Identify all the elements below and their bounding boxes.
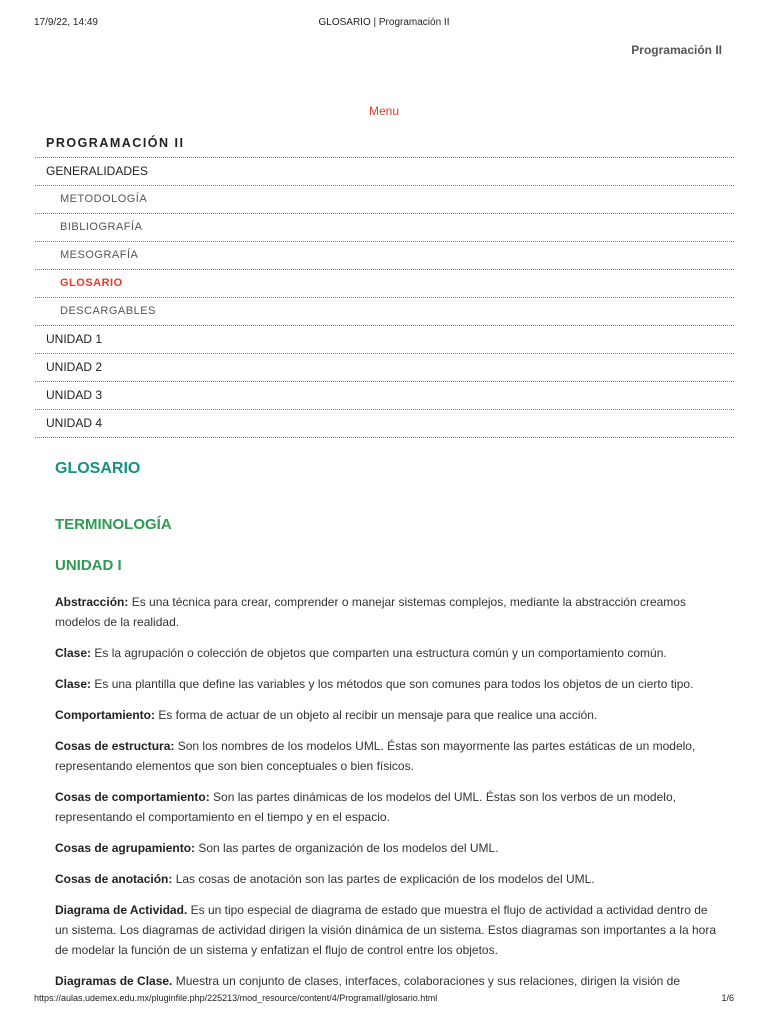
nav-item-unidad-4[interactable]: UNIDAD 4 — [35, 410, 734, 438]
site-title[interactable]: Programación II — [631, 43, 722, 57]
section-heading-unidad: UNIDAD I — [55, 557, 122, 574]
glossary-entry — [55, 838, 720, 858]
nav-item-unidad-3[interactable]: UNIDAD 3 — [35, 382, 734, 410]
nav-brand[interactable]: PROGRAMACIÓN II — [35, 130, 734, 158]
glossary-term: Diagrama de Actividad. — [55, 903, 188, 917]
print-url: https://aulas.udemex.edu.mx/pluginfile.php/225213/mod_resource/content/4/ProgramaII/glosario.html — [34, 993, 438, 1003]
glossary-term: Diagramas de Clase. — [55, 974, 173, 988]
glossary-definition: Son las partes de organización de los modelos del UML. — [198, 841, 499, 855]
glossary-definition: Es un tipo especial de diagrama de estado que muestra el flujo de actividad a actividad dentro de un sistema. Los diagramas de actividad dirigen la visión dinámica de un sistema. Estos diagramas son importantes a la hora de modelar la función de un sistema y enfatizan el flujo de control entre los objetos. — [55, 903, 717, 957]
glossary-entry — [55, 674, 720, 694]
glossary-entry — [55, 900, 720, 960]
nav-subitem-mesografia[interactable]: MESOGRAFÍA — [35, 242, 734, 270]
glossary-entry — [55, 869, 720, 889]
glossary-term: Cosas de agrupamiento: — [55, 841, 196, 855]
glossary-entry — [55, 787, 720, 827]
glossary-definition: Es una plantilla que define las variables y los métodos que son comunes para todos los objetos de un cierto tipo. — [94, 677, 694, 691]
print-page-number: 1/6 — [721, 993, 734, 1003]
glossary-term: Comportamiento: — [55, 708, 155, 722]
print-date: 17/9/22, 14:49 — [34, 17, 98, 28]
glossary-term: Clase: — [55, 646, 92, 660]
glossary-entry — [55, 592, 720, 632]
nav-item-unidad-2[interactable]: UNIDAD 2 — [35, 354, 734, 382]
nav-subitem-glosario[interactable]: GLOSARIO — [35, 270, 734, 298]
nav-subitem-descargables[interactable]: DESCARGABLES — [35, 298, 734, 326]
glossary-term: Abstracción: — [55, 595, 129, 609]
nav-item-generalidades[interactable]: GENERALIDADES — [35, 158, 734, 186]
glossary-term: Cosas de comportamiento: — [55, 790, 210, 804]
nav-subitem-bibliografia[interactable]: BIBLIOGRAFÍA — [35, 214, 734, 242]
glossary-definition: Es la agrupación o colección de objetos que comparten una estructura común y un comportamiento común. — [94, 646, 667, 660]
glossary-entry — [55, 736, 720, 776]
glossary-definition: Son los nombres de los modelos UML. Éstas son mayormente las partes estáticas de un modelo, representando elementos que son bien conceptuales o bien físicos. — [55, 739, 696, 773]
main-navigation — [35, 130, 734, 438]
menu-toggle[interactable]: Menu — [368, 104, 400, 118]
glossary-term: Cosas de anotación: — [55, 872, 173, 886]
glossary-list — [55, 592, 720, 991]
print-header — [0, 17, 768, 31]
glossary-definition: Son las partes dinámicas de los modelos del UML. Éstas son los verbos de un modelo, representando el comportamiento en el tiempo y en el espacio. — [55, 790, 676, 824]
glossary-definition: Es una técnica para crear, comprender o manejar sistemas complejos, mediante la abstracción creamos modelos de la realidad. — [55, 595, 686, 629]
nav-item-unidad-1[interactable]: UNIDAD 1 — [35, 326, 734, 354]
glossary-term: Clase: — [55, 677, 92, 691]
glossary-entry — [55, 643, 720, 663]
print-footer — [0, 993, 768, 1007]
page-title: GLOSARIO — [55, 460, 141, 477]
nav-subitem-metodologia[interactable]: METODOLOGÍA — [35, 186, 734, 214]
glossary-term: Cosas de estructura: — [55, 739, 175, 753]
print-document-title: GLOSARIO | Programación II — [318, 17, 450, 28]
glossary-entry — [55, 971, 720, 991]
glossary-definition: Las cosas de anotación son las partes de explicación de los modelos del UML. — [175, 872, 595, 886]
main-content — [55, 458, 720, 1002]
section-heading-terminologia: TERMINOLOGÍA — [55, 516, 172, 533]
glossary-definition: Es forma de actuar de un objeto al recibir un mensaje para que realice una acción. — [158, 708, 598, 722]
glossary-entry — [55, 705, 720, 725]
glossary-definition: Muestra un conjunto de clases, interfaces, colaboraciones y sus relaciones, dirigen la visión de — [175, 974, 681, 988]
